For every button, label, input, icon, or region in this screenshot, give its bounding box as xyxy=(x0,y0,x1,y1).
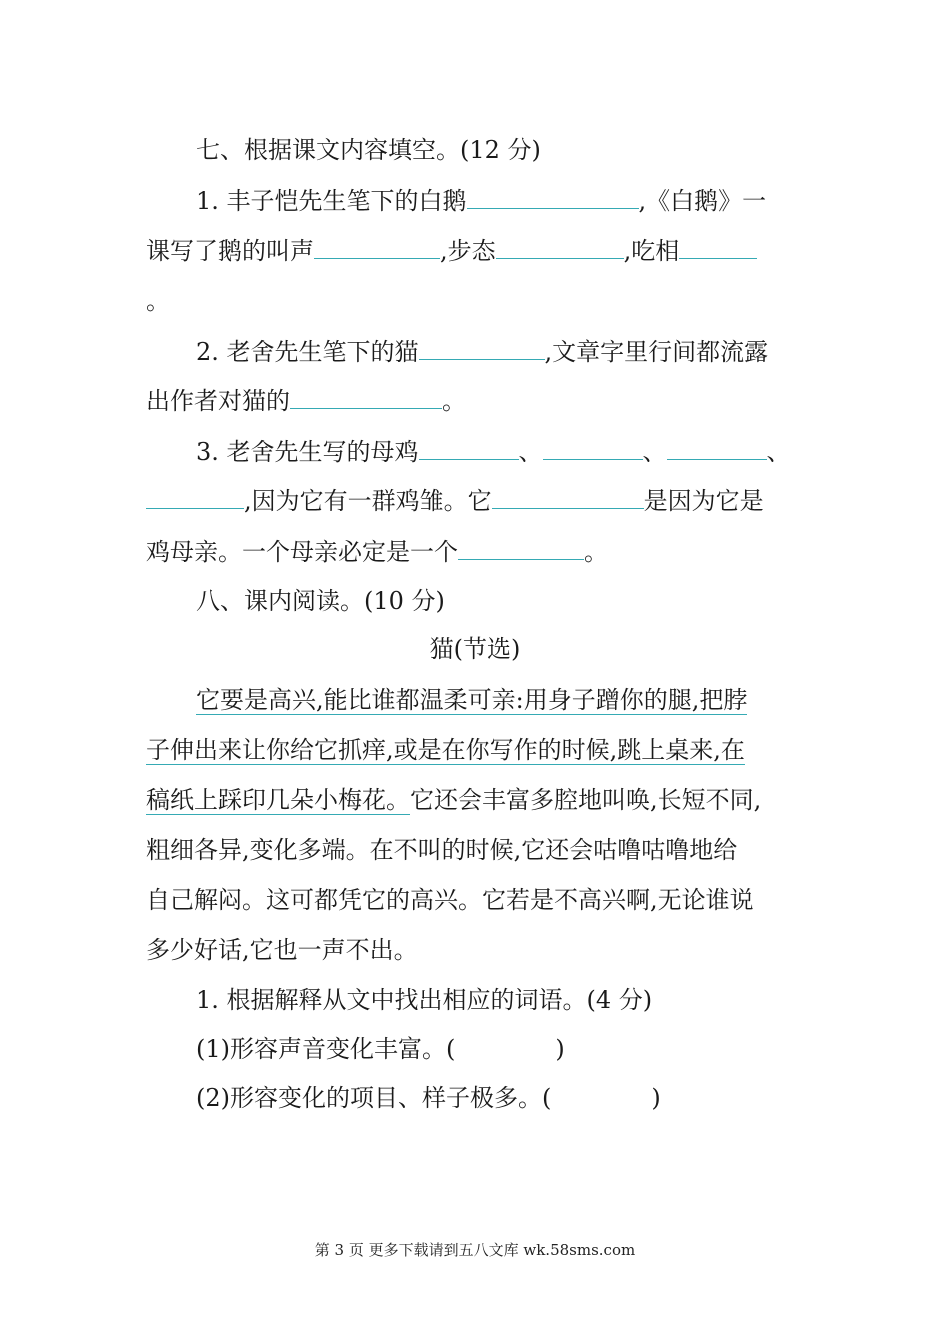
passage-line-6: 多少好话,它也一声不出。 xyxy=(146,936,418,964)
fill-blank[interactable] xyxy=(419,458,519,460)
item-text: (1)形容声音变化丰富。( xyxy=(196,1035,456,1063)
fill-blank[interactable] xyxy=(667,458,767,460)
reading-q1-stem: 1. 根据解释从文中找出相应的词语。(4 分) xyxy=(196,986,653,1014)
fill-blank[interactable] xyxy=(467,207,639,209)
q1-text-c: 课写了鹅的叫声 xyxy=(146,237,314,265)
q3-sep: 、 xyxy=(518,438,543,466)
q3-line3 xyxy=(146,536,806,568)
fill-blank[interactable] xyxy=(543,458,643,460)
q3-text-a: 3. 老舍先生写的母鸡 xyxy=(196,438,419,466)
passage-line-5: 自己解闷。这可都凭它的高兴。它若是不高兴啊,无论谁说 xyxy=(146,886,754,914)
fill-blank[interactable] xyxy=(679,257,757,259)
passage-title: 猫(节选) xyxy=(429,635,521,663)
q1-line1 xyxy=(196,185,806,217)
q2-text-a: 2. 老舍先生笔下的猫 xyxy=(196,338,419,366)
q2-line2 xyxy=(146,385,806,417)
q2-text-b: ,文章字里行间都流露 xyxy=(544,338,769,366)
section8-heading: 八、课内阅读。(10 分) xyxy=(196,587,445,615)
fill-blank[interactable] xyxy=(314,257,440,259)
q3-text-e: 。 xyxy=(584,538,608,566)
underlined-text: 它要是高兴,能比谁都温柔可亲:用身子蹭你的腿,把脖 xyxy=(196,686,748,714)
q3-line2 xyxy=(146,485,806,517)
q2-text-c: 出作者对猫的 xyxy=(146,387,290,415)
fill-blank[interactable] xyxy=(146,507,244,509)
fill-blank[interactable] xyxy=(458,558,584,560)
q2-text-d: 。 xyxy=(442,387,466,415)
fill-blank[interactable] xyxy=(492,507,644,509)
q1-line3: 。 xyxy=(146,287,170,315)
q1-text-d: ,步态 xyxy=(440,237,496,265)
fill-blank[interactable] xyxy=(290,407,442,409)
q3-sep: 、 xyxy=(766,438,791,466)
item-close-paren: ) xyxy=(555,1035,565,1063)
q1-text-b: ,《白鹅》一 xyxy=(638,187,767,215)
q3-sep: 、 xyxy=(642,438,667,466)
fill-blank[interactable] xyxy=(496,257,624,259)
q1-text-e: ,吃相 xyxy=(623,237,680,265)
q3-line1 xyxy=(196,436,806,468)
q3-text-d: 鸡母亲。一个母亲必定是一个 xyxy=(146,538,458,566)
q3-text-b: ,因为它有一群鸡雏。它 xyxy=(244,487,492,515)
passage-line-4: 粗细各异,变化多端。在不叫的时候,它还会咕噜咕噜地给 xyxy=(146,836,738,864)
q1-text-a: 1. 丰子恺先生笔下的白鹅 xyxy=(196,187,467,215)
section7-heading: 七、根据课文内容填空。(12 分) xyxy=(196,136,541,164)
passage-line-1 xyxy=(196,684,806,716)
passage-line-2 xyxy=(146,734,806,766)
q3-text-c: 是因为它是 xyxy=(643,487,764,515)
underlined-text: 稿纸上踩印几朵小梅花。 xyxy=(146,786,410,814)
q2-line1 xyxy=(196,336,806,368)
fill-blank[interactable] xyxy=(419,358,545,360)
page-footer: 第 3 页 更多下载请到五八文库 wk.58sms.com xyxy=(314,1241,636,1259)
item-close-paren: ) xyxy=(651,1084,661,1112)
passage-line-3 xyxy=(146,784,806,816)
passage-text: 它还会丰富多腔地叫唤,长短不同, xyxy=(410,786,762,814)
reading-q1-item2 xyxy=(196,1082,806,1114)
reading-q1-item1 xyxy=(196,1033,806,1065)
item-text: (2)形容变化的项目、样子极多。( xyxy=(196,1084,552,1112)
q1-line2 xyxy=(146,235,806,267)
underlined-text: 子伸出来让你给它抓痒,或是在你写作的时候,跳上桌来,在 xyxy=(146,736,745,764)
